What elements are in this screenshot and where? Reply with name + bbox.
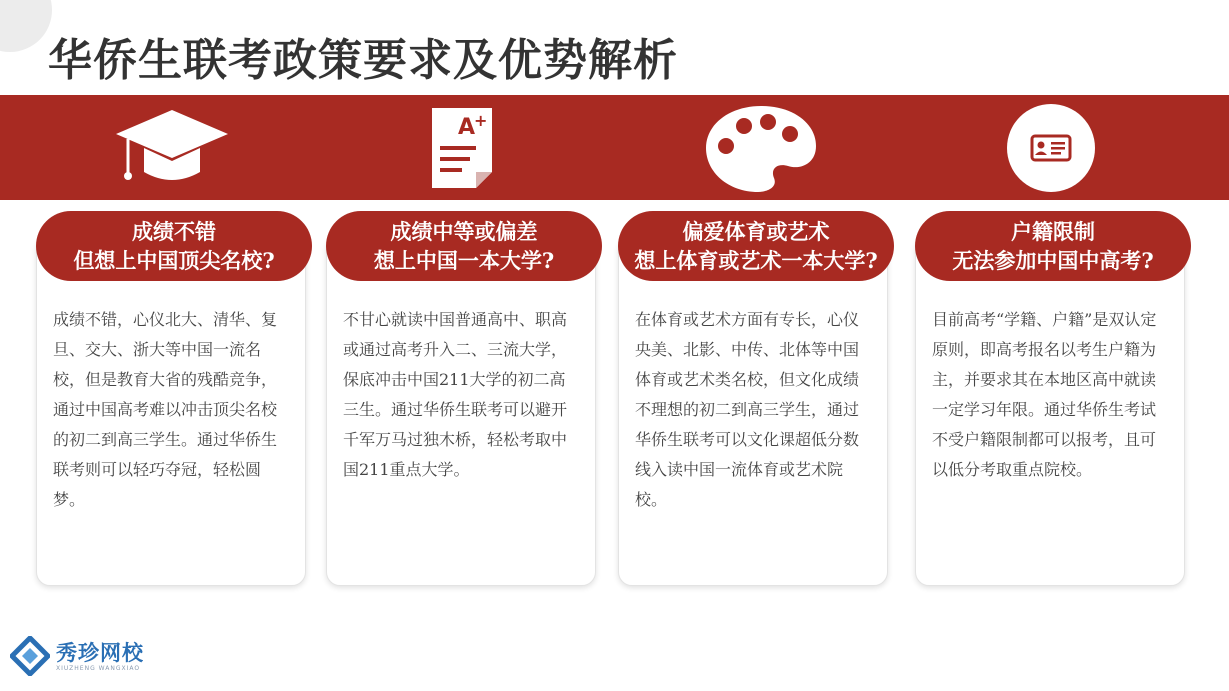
card-heading-line2: 但想上中国顶尖名校? <box>73 248 275 273</box>
graded-paper-icon <box>429 95 495 200</box>
card-body-text: 不甘心就读中国普通高中、职高或通过高考升入二、三流大学，保底冲击中国211大学的初二高三生。通过华侨生联考可以避开千军万马过独木桥，轻松考取中国211重点大学。 <box>343 310 568 479</box>
logo-name: 秀珍网校 <box>56 640 144 665</box>
id-card-icon <box>1005 95 1097 200</box>
card-heading-line2: 想上中国一本大学? <box>373 248 555 273</box>
paint-palette-icon <box>703 95 819 200</box>
card-body-text: 成绩不错，心仪北大、清华、复旦、交大、浙大等中国一流名校，但是教育大省的残酷竞争，通过中国高考难以冲击顶尖名校的初二到高三学生。通过华侨生联考则可以轻巧夺冠，轻松圆梦。 <box>53 310 278 509</box>
card-body-text: 目前高考“学籍、户籍”是双认定原则，即高考报名以考生户籍为主，并要求其在本地区高中就读一定学习年限。通过华侨生考试不受户籍限制都可以报考，且可以低分考取重点院校。 <box>932 310 1157 479</box>
brand-logo <box>10 636 144 676</box>
card-heading-line1: 偏爱体育或艺术 <box>682 219 830 244</box>
card-heading-top-schools <box>36 211 312 281</box>
card-heading-line1: 户籍限制 <box>1011 219 1095 244</box>
card-heading-line1: 成绩不错 <box>132 219 216 244</box>
svg-text:+: + <box>474 110 488 130</box>
policy-card-top-schools <box>36 236 306 586</box>
page-title: 华侨生联考政策要求及优势解析 <box>48 35 678 86</box>
icon-banner <box>0 95 1229 200</box>
card-heading-line2: 想上体育或艺术一本大学? <box>634 248 878 273</box>
policy-card-first-tier <box>326 236 596 586</box>
card-heading-first-tier <box>326 211 602 281</box>
card-heading-household <box>915 211 1191 281</box>
card-heading-line1: 成绩中等或偏差 <box>390 219 538 244</box>
policy-card-sports-arts <box>618 236 888 586</box>
policy-card-household <box>915 236 1185 586</box>
card-heading-line2: 无法参加中国中高考? <box>952 248 1154 273</box>
svg-text:A: A <box>458 114 476 140</box>
logo-diamond-icon <box>10 636 50 676</box>
card-body-text: 在体育或艺术方面有专长，心仪央美、北影、中传、北体等中国体育或艺术类名校，但文化成绩不理想的初二到高三学生，通过华侨生联考可以文化课超低分数线入读中国一流体育或艺术院校。 <box>635 310 860 509</box>
graduation-cap-icon <box>113 95 231 200</box>
logo-subtitle: XIUZHENG WANGXIAO <box>56 664 141 672</box>
card-heading-sports-arts <box>618 211 894 281</box>
corner-decoration <box>0 0 52 52</box>
